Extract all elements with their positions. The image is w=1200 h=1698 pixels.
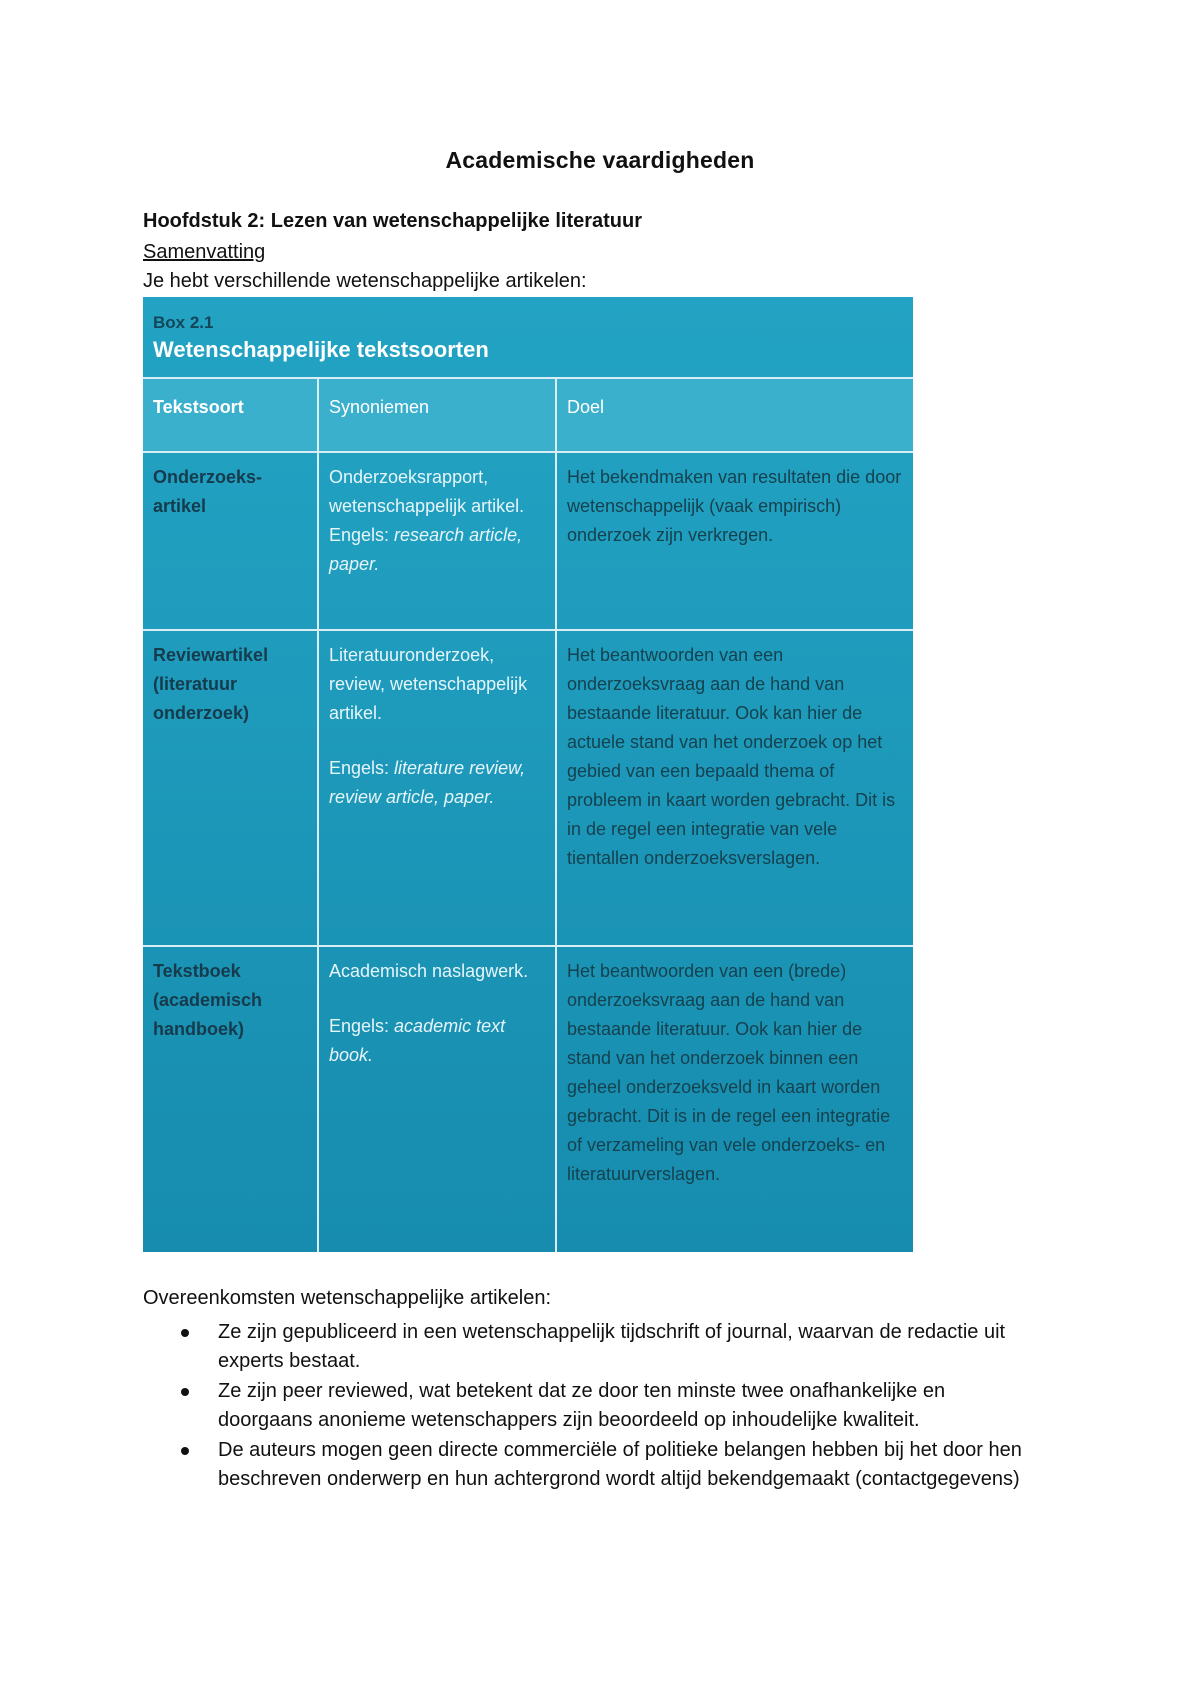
table-header-row — [143, 378, 913, 452]
chapter-heading: Hoofdstuk 2: Lezen van wetenschappelijke literatuur — [143, 210, 643, 232]
list-item — [143, 1377, 1043, 1435]
row-type: Onderzoeks-artikel — [143, 452, 318, 630]
box-number: Box 2.1 — [153, 313, 214, 332]
summary-label: Samenvatting — [143, 241, 266, 263]
synonyms-text: Academisch naslagwerk. — [329, 961, 529, 981]
list-item-text: De auteurs mogen geen directe commerciële of politieke belangen hebben bij het door hen beschreven onderwerp en hun achtergrond wordt altijd bekendgemaakt (contactgegevens) — [218, 1439, 1022, 1490]
document-title: Academische vaardigheden — [445, 147, 755, 173]
text-types-table — [143, 377, 913, 1252]
row-synonyms — [318, 452, 556, 630]
synonyms-text: Onderzoeksrapport, wetenschappelijk artikel. — [329, 467, 525, 516]
table-row — [143, 452, 913, 630]
table-row — [143, 630, 913, 946]
list-item — [143, 1436, 1043, 1494]
list-item — [143, 1318, 1043, 1376]
english-label: Engels: — [329, 1016, 395, 1036]
english-terms — [329, 521, 545, 579]
header-type: Tekstsoort — [143, 378, 318, 452]
row-goal: Het bekendmaken van resultaten die door wetenschappelijk (vaak empirisch) onderzoek zijn verkregen. — [556, 452, 913, 630]
similarities-heading: Overeenkomsten wetenschappelijke artikelen: — [143, 1287, 551, 1309]
text-types-box-photo — [143, 297, 913, 1252]
english-terms-value: research article, paper. — [329, 525, 523, 574]
row-synonyms — [318, 946, 556, 1252]
header-synonyms: Synoniemen — [318, 378, 556, 452]
english-terms-value: academic text book. — [329, 1016, 506, 1065]
similarities-list — [143, 1318, 1043, 1495]
bullet-icon — [181, 1447, 189, 1455]
row-goal: Het beantwoorden van een onderzoeksvraag aan de hand van bestaande literatuur. Ook kan hier de actuele stand van het onderzoek op het gebied van een bepaald thema of probleem in kaart worden gebracht. Dit is in de regel een integratie van vele tientallen onderzoeksverslagen. — [556, 630, 913, 946]
row-type: Tekstboek (academisch handboek) — [143, 946, 318, 1252]
english-terms-value: literature review, review article, paper. — [329, 758, 526, 807]
english-label: Engels: — [329, 525, 395, 545]
bullet-icon — [181, 1388, 189, 1396]
english-label: Engels: — [329, 758, 395, 778]
list-item-text: Ze zijn gepubliceerd in een wetenschappelijk tijdschrift of journal, waarvan de redactie uit experts bestaat. — [218, 1321, 1006, 1372]
intro-line: Je hebt verschillende wetenschappelijke artikelen: — [143, 270, 587, 292]
row-type: Reviewartikel (literatuur onderzoek) — [143, 630, 318, 946]
row-goal: Het beantwoorden van een (brede) onderzoeksvraag aan de hand van bestaande literatuur. Ook kan hier de stand van het onderzoek binnen een geheel onderzoeksveld in kaart worden gebracht. Dit is in de regel een integratie of verzameling van vele onderzoeks- en literatuurverslagen. — [556, 946, 913, 1252]
list-item-text: Ze zijn peer reviewed, wat betekent dat ze door ten minste twee onafhankelijke en doorgaans anonieme wetenschappers zijn beoordeeld op inhoudelijke kwaliteit. — [218, 1380, 946, 1431]
row-synonyms — [318, 630, 556, 946]
english-terms — [329, 1012, 545, 1070]
english-terms — [329, 754, 545, 812]
synonyms-text: Literatuuronderzoek, review, wetenschappelijk artikel. — [329, 645, 528, 723]
table-row — [143, 946, 913, 1252]
box-title: Wetenschappelijke tekstsoorten — [153, 337, 489, 362]
bullet-icon — [181, 1329, 189, 1337]
header-goal: Doel — [556, 378, 913, 452]
